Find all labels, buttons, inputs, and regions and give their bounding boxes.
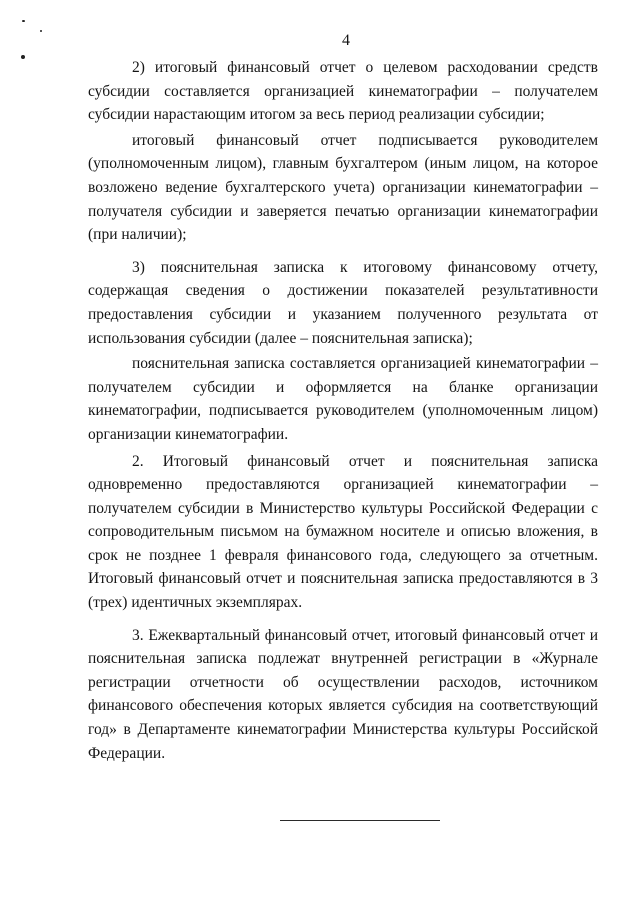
scan-speck — [22, 20, 25, 22]
paragraph-registration: 3. Ежеквартальный финансовый отчет, итоговый финансовый отчет и пояснительная записка подлежат внутренней регистрации в «Журнале регистрации отчетности об осуществлении расходов, источником финансового обеспечения которых является субсидия на соответствующий год» в Департаменте кинематографии Министерства культуры Российской Федерации. — [88, 626, 598, 762]
end-separator-line — [280, 820, 440, 821]
paragraph-note-drafting: пояснительная записка составляется организацией кинематографии – получателем субсидии и оформляется на бланке организации кинематографии, подписывается руководителем (уполномоченным лицом) организации кинематографии. — [88, 355, 598, 443]
scan-speck — [21, 55, 25, 59]
paragraph-submission: 2. Итоговый финансовый отчет и пояснительная записка одновременно предоставляются организацией кинематографии – получателем субсидии в Министерство культуры Российской Федерации с сопроводительным письмом на бумажном носителе и описью вложения, в срок не позднее 1 февраля финансового года, следующего за отчетным. Итоговый финансовый отчет и пояснительная записка предоставляются в 3 (трех) идентичных экземплярах. — [88, 452, 598, 612]
scan-speck — [40, 30, 42, 32]
document-body — [88, 56, 598, 765]
paragraph-final-report: 2) итоговый финансовый отчет о целевом расходовании средств субсидии составляется организацией кинематографии – получателем субсидии нарастающим итогом за весь период реализации субсидии; — [88, 59, 598, 124]
paragraph-explanatory-note: 3) пояснительная записка к итоговому финансовому отчету, содержащая сведения о достижении показателей результативности предоставления субсидии и указанием полученного результата от использования субсидии (далее – пояснительная записка); — [88, 258, 598, 347]
paragraph-report-signing: итоговый финансовый отчет подписывается руководителем (уполномоченным лицом), главным бухгалтером (иным лицом, на которое возложено ведение бухгалтерского учета) организации кинематографии – получателя субсидии и заверяется печатью организации кинематографии (при наличии); — [88, 131, 598, 244]
page-number: 4 — [342, 32, 350, 49]
